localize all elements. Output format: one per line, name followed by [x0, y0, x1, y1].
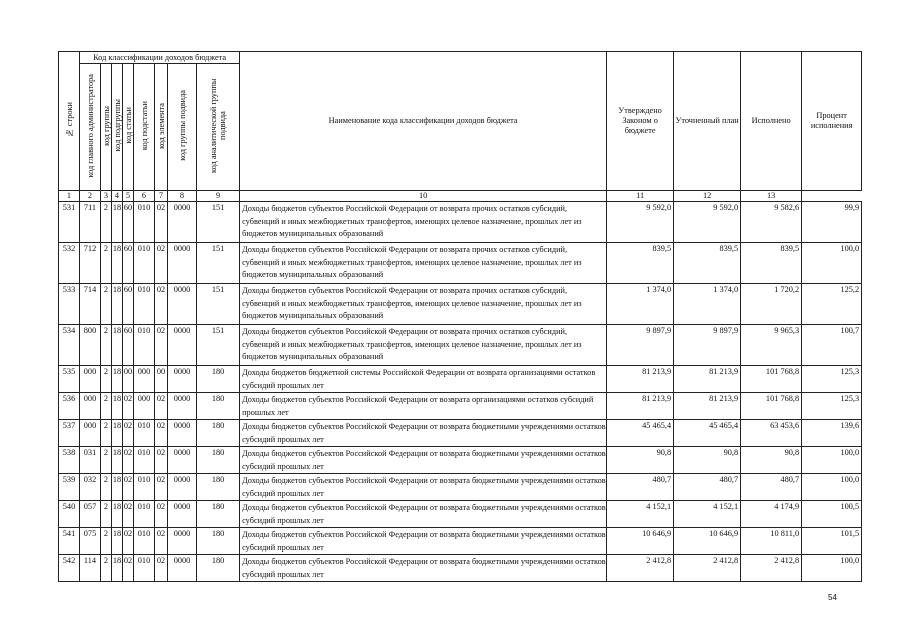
code-admin: 000 — [80, 420, 101, 447]
table-row — [59, 284, 862, 325]
revenue-name: Доходы бюджетов субъектов Российской Федерации от возврата бюджетными учреждениями остатков субсидий прошлых лет — [240, 420, 607, 447]
col-number: 3 — [101, 191, 112, 202]
header-approved: Утверждено Законом о бюджете — [607, 52, 674, 191]
percent-executed: 125,2 — [802, 284, 862, 325]
code-article: 02 — [123, 474, 134, 501]
revenue-name: Доходы бюджетов субъектов Российской Федерации от возврата прочих остатков субсидий, субвенций и иных межбюджетных трансфертов, имеющих целевое назначение, прошлых лет из бюджетов муниципальных образований — [240, 243, 607, 284]
code-admin: 114 — [80, 555, 101, 582]
table-row — [59, 501, 862, 528]
executed-amount: 839,5 — [741, 243, 802, 284]
table-row — [59, 555, 862, 582]
table-row — [59, 528, 862, 555]
code-subgroup: 18 — [112, 366, 123, 393]
code-group: 2 — [101, 501, 112, 528]
code-article: 60 — [123, 325, 134, 366]
code-group: 2 — [101, 325, 112, 366]
approved-amount: 480,7 — [607, 474, 674, 501]
code-subgroup: 18 — [112, 284, 123, 325]
code-group: 2 — [101, 447, 112, 474]
code-subtype-group: 0000 — [168, 325, 197, 366]
code-subtype-group: 0000 — [168, 284, 197, 325]
percent-executed: 99,9 — [802, 202, 862, 243]
approved-amount: 9 592,0 — [607, 202, 674, 243]
revenue-name: Доходы бюджетов субъектов Российской Федерации от возврата прочих остатков субсидий, субвенций и иных межбюджетных трансфертов, имеющих целевое назначение, прошлых лет из бюджетов муниципальных образований — [240, 284, 607, 325]
executed-amount: 101 768,8 — [741, 366, 802, 393]
row-number: 533 — [59, 284, 80, 325]
revenue-name: Доходы бюджетов бюджетной системы Российской Федерации от возврата организациями остатков субсидий прошлых лет — [240, 366, 607, 393]
code-subgroup: 18 — [112, 420, 123, 447]
col-number: 9 — [197, 191, 240, 202]
code-article: 02 — [123, 420, 134, 447]
code-article: 02 — [123, 501, 134, 528]
header-refined: Уточненный план — [674, 52, 741, 191]
percent-executed: 125,3 — [802, 366, 862, 393]
refined-amount: 81 213,9 — [674, 393, 741, 420]
code-subarticle: 010 — [134, 420, 155, 447]
table-row — [59, 393, 862, 420]
refined-amount: 45 465,4 — [674, 420, 741, 447]
percent-executed: 139,6 — [802, 420, 862, 447]
revenue-name: Доходы бюджетов субъектов Российской Федерации от возврата бюджетными учреждениями остатков субсидий прошлых лет — [240, 555, 607, 582]
table-row — [59, 420, 862, 447]
row-number: 535 — [59, 366, 80, 393]
table-row — [59, 243, 862, 284]
executed-amount: 4 174,9 — [741, 501, 802, 528]
code-subarticle: 010 — [134, 202, 155, 243]
code-subarticle: 000 — [134, 366, 155, 393]
code-analytic-group: 151 — [197, 325, 240, 366]
code-analytic-group: 180 — [197, 474, 240, 501]
approved-amount: 2 412,8 — [607, 555, 674, 582]
revenue-name: Доходы бюджетов субъектов Российской Федерации от возврата прочих остатков субсидий, субвенций и иных межбюджетных трансфертов, имеющих целевое назначение, прошлых лет из бюджетов муниципальных образований — [240, 325, 607, 366]
code-group: 2 — [101, 243, 112, 284]
code-group: 2 — [101, 528, 112, 555]
col-number: 5 — [123, 191, 134, 202]
code-subtype-group: 0000 — [168, 366, 197, 393]
code-analytic-group: 180 — [197, 447, 240, 474]
code-subgroup: 18 — [112, 325, 123, 366]
code-admin: 032 — [80, 474, 101, 501]
code-subtype-group: 0000 — [168, 501, 197, 528]
refined-amount: 9 897,9 — [674, 325, 741, 366]
code-subtype-group: 0000 — [168, 202, 197, 243]
code-subtype-group: 0000 — [168, 528, 197, 555]
code-article: 60 — [123, 243, 134, 284]
row-number: 531 — [59, 202, 80, 243]
code-group: 2 — [101, 393, 112, 420]
code-admin: 800 — [80, 325, 101, 366]
code-element: 02 — [155, 420, 168, 447]
code-analytic-group: 180 — [197, 393, 240, 420]
header-code-subarticle: код подстатьи — [134, 64, 155, 191]
code-subgroup: 18 — [112, 555, 123, 582]
refined-amount: 9 592,0 — [674, 202, 741, 243]
approved-amount: 4 152,1 — [607, 501, 674, 528]
code-article: 02 — [123, 447, 134, 474]
code-element: 02 — [155, 474, 168, 501]
code-analytic-group: 180 — [197, 528, 240, 555]
col-number: 1 — [59, 191, 80, 202]
row-number: 540 — [59, 501, 80, 528]
refined-amount: 90,8 — [674, 447, 741, 474]
percent-executed: 100,0 — [802, 447, 862, 474]
code-article: 02 — [123, 528, 134, 555]
code-admin: 711 — [80, 202, 101, 243]
approved-amount: 9 897,9 — [607, 325, 674, 366]
approved-amount: 81 213,9 — [607, 366, 674, 393]
code-subarticle: 010 — [134, 555, 155, 582]
executed-amount: 101 768,8 — [741, 393, 802, 420]
refined-amount: 4 152,1 — [674, 501, 741, 528]
approved-amount: 1 374,0 — [607, 284, 674, 325]
code-subtype-group: 0000 — [168, 420, 197, 447]
col-number: 7 — [155, 191, 168, 202]
code-subgroup: 18 — [112, 393, 123, 420]
code-group: 2 — [101, 284, 112, 325]
approved-amount: 90,8 — [607, 447, 674, 474]
executed-amount: 9 965,3 — [741, 325, 802, 366]
row-number: 538 — [59, 447, 80, 474]
header-code-analytic-group: код аналитической группы подвида — [197, 64, 240, 191]
code-admin: 000 — [80, 366, 101, 393]
code-analytic-group: 180 — [197, 501, 240, 528]
refined-amount: 839,5 — [674, 243, 741, 284]
table-row — [59, 447, 862, 474]
refined-amount: 10 646,9 — [674, 528, 741, 555]
revenue-name: Доходы бюджетов субъектов Российской Федерации от возврата организациями остатков субсидий прошлых лет — [240, 393, 607, 420]
code-group: 2 — [101, 555, 112, 582]
row-number: 536 — [59, 393, 80, 420]
code-subarticle: 010 — [134, 501, 155, 528]
header-code-admin: код главного администратора — [80, 64, 101, 191]
approved-amount: 839,5 — [607, 243, 674, 284]
executed-amount: 1 720,2 — [741, 284, 802, 325]
percent-executed: 100,0 — [802, 243, 862, 284]
code-element: 02 — [155, 528, 168, 555]
code-subtype-group: 0000 — [168, 474, 197, 501]
row-number: 541 — [59, 528, 80, 555]
code-article: 02 — [123, 555, 134, 582]
code-subgroup: 18 — [112, 202, 123, 243]
percent-executed: 100,5 — [802, 501, 862, 528]
code-admin: 075 — [80, 528, 101, 555]
code-admin: 712 — [80, 243, 101, 284]
header-code-group-col: код группы — [101, 64, 112, 191]
col-number: 8 — [168, 191, 197, 202]
code-group: 2 — [101, 420, 112, 447]
refined-amount: 2 412,8 — [674, 555, 741, 582]
code-element: 02 — [155, 243, 168, 284]
header-code-element: код элемента — [155, 64, 168, 191]
code-element: 02 — [155, 501, 168, 528]
code-subtype-group: 0000 — [168, 555, 197, 582]
header-row-number: № строки — [59, 52, 80, 191]
code-subtype-group: 0000 — [168, 447, 197, 474]
refined-amount: 480,7 — [674, 474, 741, 501]
header-code-article: код статьи — [123, 64, 134, 191]
header-code-group: Код классификации доходов бюджета — [80, 52, 240, 64]
row-number: 537 — [59, 420, 80, 447]
col-number: 2 — [80, 191, 101, 202]
code-analytic-group: 151 — [197, 284, 240, 325]
col-number: 6 — [134, 191, 155, 202]
header-name: Наименование кода классификации доходов бюджета — [240, 52, 607, 191]
revenue-name: Доходы бюджетов субъектов Российской Федерации от возврата бюджетными учреждениями остатков субсидий прошлых лет — [240, 474, 607, 501]
code-analytic-group: 151 — [197, 202, 240, 243]
code-admin: 057 — [80, 501, 101, 528]
page-number: 54 — [828, 593, 837, 602]
column-number-row — [59, 191, 862, 202]
code-subarticle: 010 — [134, 528, 155, 555]
executed-amount: 2 412,8 — [741, 555, 802, 582]
col-number: 10 — [240, 191, 607, 202]
executed-amount: 480,7 — [741, 474, 802, 501]
code-subarticle: 000 — [134, 393, 155, 420]
row-number: 534 — [59, 325, 80, 366]
code-subarticle: 010 — [134, 447, 155, 474]
percent-executed: 100,0 — [802, 474, 862, 501]
code-admin: 714 — [80, 284, 101, 325]
executed-amount: 90,8 — [741, 447, 802, 474]
code-subgroup: 18 — [112, 528, 123, 555]
revenue-name: Доходы бюджетов субъектов Российской Федерации от возврата бюджетными учреждениями остатков субсидий прошлых лет — [240, 528, 607, 555]
code-subtype-group: 0000 — [168, 243, 197, 284]
row-number: 532 — [59, 243, 80, 284]
code-group: 2 — [101, 366, 112, 393]
code-subarticle: 010 — [134, 325, 155, 366]
code-article: 02 — [123, 393, 134, 420]
code-subgroup: 18 — [112, 447, 123, 474]
code-subgroup: 18 — [112, 243, 123, 284]
col-number: 12 — [674, 191, 741, 202]
code-element: 02 — [155, 447, 168, 474]
col-number: 13 — [741, 191, 802, 202]
header-executed: Исполнено — [741, 52, 802, 191]
code-element: 02 — [155, 325, 168, 366]
table-body — [59, 202, 862, 582]
row-number: 542 — [59, 555, 80, 582]
code-analytic-group: 151 — [197, 243, 240, 284]
refined-amount: 81 213,9 — [674, 366, 741, 393]
col-number: 4 — [112, 191, 123, 202]
approved-amount: 45 465,4 — [607, 420, 674, 447]
code-analytic-group: 180 — [197, 555, 240, 582]
code-element: 02 — [155, 555, 168, 582]
revenue-name: Доходы бюджетов субъектов Российской Федерации от возврата прочих остатков субсидий, субвенций и иных межбюджетных трансфертов, имеющих целевое назначение, прошлых лет из бюджетов муниципальных образований — [240, 202, 607, 243]
code-article: 60 — [123, 284, 134, 325]
code-element: 02 — [155, 284, 168, 325]
executed-amount: 10 811,0 — [741, 528, 802, 555]
header-code-subtype-group: код группы подвида — [168, 64, 197, 191]
code-admin: 000 — [80, 393, 101, 420]
table-row — [59, 202, 862, 243]
code-subarticle: 010 — [134, 284, 155, 325]
table-row — [59, 325, 862, 366]
header-code-subgroup: код подгруппы — [112, 64, 123, 191]
header-percent: Процент исполнения — [802, 52, 862, 191]
code-article: 60 — [123, 202, 134, 243]
code-subarticle: 010 — [134, 243, 155, 284]
code-element: 02 — [155, 393, 168, 420]
executed-amount: 9 582,6 — [741, 202, 802, 243]
code-group: 2 — [101, 474, 112, 501]
code-subtype-group: 0000 — [168, 393, 197, 420]
code-element: 02 — [155, 202, 168, 243]
code-subgroup: 18 — [112, 501, 123, 528]
approved-amount: 10 646,9 — [607, 528, 674, 555]
approved-amount: 81 213,9 — [607, 393, 674, 420]
row-number: 539 — [59, 474, 80, 501]
code-subarticle: 010 — [134, 474, 155, 501]
code-analytic-group: 180 — [197, 420, 240, 447]
code-subgroup: 18 — [112, 474, 123, 501]
table-row — [59, 366, 862, 393]
percent-executed: 100,0 — [802, 555, 862, 582]
revenue-name: Доходы бюджетов субъектов Российской Федерации от возврата бюджетными учреждениями остатков субсидий прошлых лет — [240, 501, 607, 528]
revenue-name: Доходы бюджетов субъектов Российской Федерации от возврата бюджетными учреждениями остатков субсидий прошлых лет — [240, 447, 607, 474]
code-group: 2 — [101, 202, 112, 243]
col-number: 11 — [607, 191, 674, 202]
code-article: 00 — [123, 366, 134, 393]
budget-revenue-table — [58, 51, 862, 582]
percent-executed: 125,3 — [802, 393, 862, 420]
refined-amount: 1 374,0 — [674, 284, 741, 325]
table-row — [59, 474, 862, 501]
code-admin: 031 — [80, 447, 101, 474]
percent-executed: 100,7 — [802, 325, 862, 366]
code-element: 00 — [155, 366, 168, 393]
executed-amount: 63 453,6 — [741, 420, 802, 447]
code-analytic-group: 180 — [197, 366, 240, 393]
percent-executed: 101,5 — [802, 528, 862, 555]
